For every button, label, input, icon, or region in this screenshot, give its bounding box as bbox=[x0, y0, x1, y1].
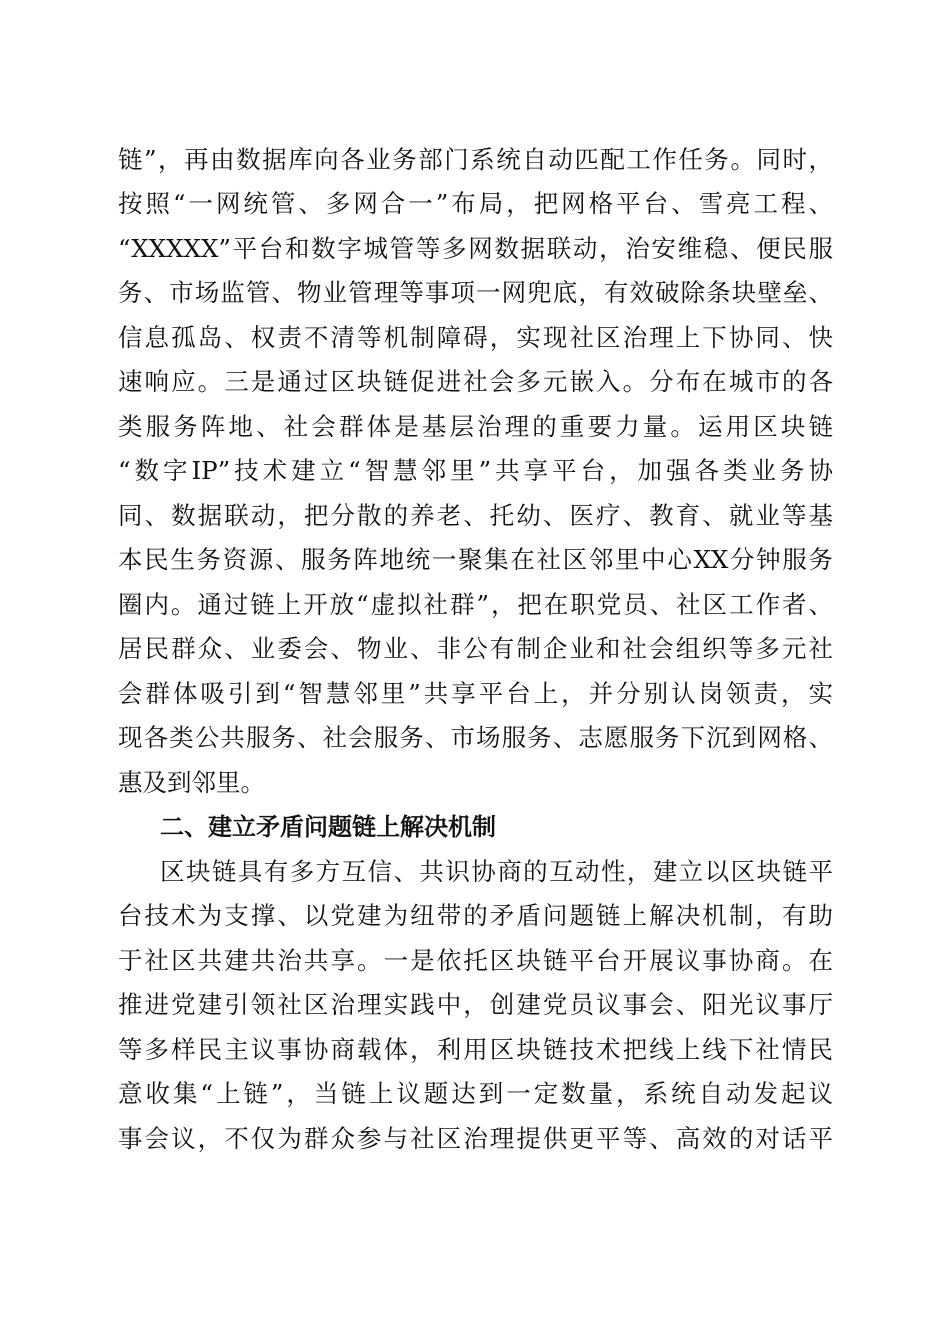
paragraph-line: 信息孤岛、权责不清等机制障碍，实现社区治理上下协同、快 bbox=[118, 323, 833, 352]
paragraph-line: 现各类公共服务、社会服务、市场服务、志愿服务下沉到网格、 bbox=[118, 723, 833, 752]
paragraph-line: 区块链具有多方互信、共识协商的互动性，建立以区块链平 bbox=[160, 857, 833, 886]
paragraph-line: 等多样民主议事协商载体，利用区块链技术把线上线下社情民 bbox=[118, 1035, 833, 1064]
paragraph-line: 速响应。三是通过区块链促进社会多元嵌入。分布在城市的各 bbox=[118, 367, 833, 396]
paragraph-line: 意收集“上链”，当链上议题达到一定数量，系统自动发起议 bbox=[118, 1079, 833, 1108]
section-heading: 二、建立矛盾问题链上解决机制 bbox=[160, 813, 496, 841]
paragraph-line: 务、市场监管、物业管理等事项一网兜底，有效破除条块壁垒、 bbox=[118, 278, 833, 307]
paragraph-line: “XXXXX”平台和数字城管等多网数据联动，治安维稳、便民服 bbox=[118, 234, 833, 263]
paragraph-line: 惠及到邻里。 bbox=[118, 768, 265, 797]
paragraph-line: 台技术为支撑、以党建为纽带的矛盾问题链上解决机制，有助 bbox=[118, 901, 833, 930]
paragraph-line: 同、数据联动，把分散的养老、托幼、医疗、教育、就业等基 bbox=[118, 501, 833, 530]
paragraph-line: 事会议，不仅为群众参与社区治理提供更平等、高效的对话平 bbox=[118, 1124, 833, 1153]
paragraph-line: 链”，再由数据库向各业务部门系统自动匹配工作任务。同时， bbox=[118, 145, 833, 174]
paragraph-line: 会群体吸引到“智慧邻里”共享平台上，并分别认岗领责，实 bbox=[118, 679, 833, 708]
paragraph-line: 按照“一网统管、多网合一”布局，把网格平台、雪亮工程、 bbox=[118, 189, 833, 218]
paragraph-line: “数字IP”技术建立“智慧邻里”共享平台，加强各类业务协 bbox=[118, 456, 833, 485]
paragraph-line: 类服务阵地、社会群体是基层治理的重要力量。运用区块链 bbox=[118, 412, 833, 441]
paragraph-line: 推进党建引领社区治理实践中，创建党员议事会、阳光议事厅 bbox=[118, 990, 833, 1019]
paragraph-line: 本民生务资源、服务阵地统一聚集在社区邻里中心XX分钟服务 bbox=[118, 545, 833, 574]
paragraph-line: 圈内。通过链上开放“虚拟社群”，把在职党员、社区工作者、 bbox=[118, 590, 833, 619]
paragraph-line: 居民群众、业委会、物业、非公有制企业和社会组织等多元社 bbox=[118, 634, 833, 663]
paragraph-line: 于社区共建共治共享。一是依托区块链平台开展议事协商。在 bbox=[118, 946, 833, 975]
